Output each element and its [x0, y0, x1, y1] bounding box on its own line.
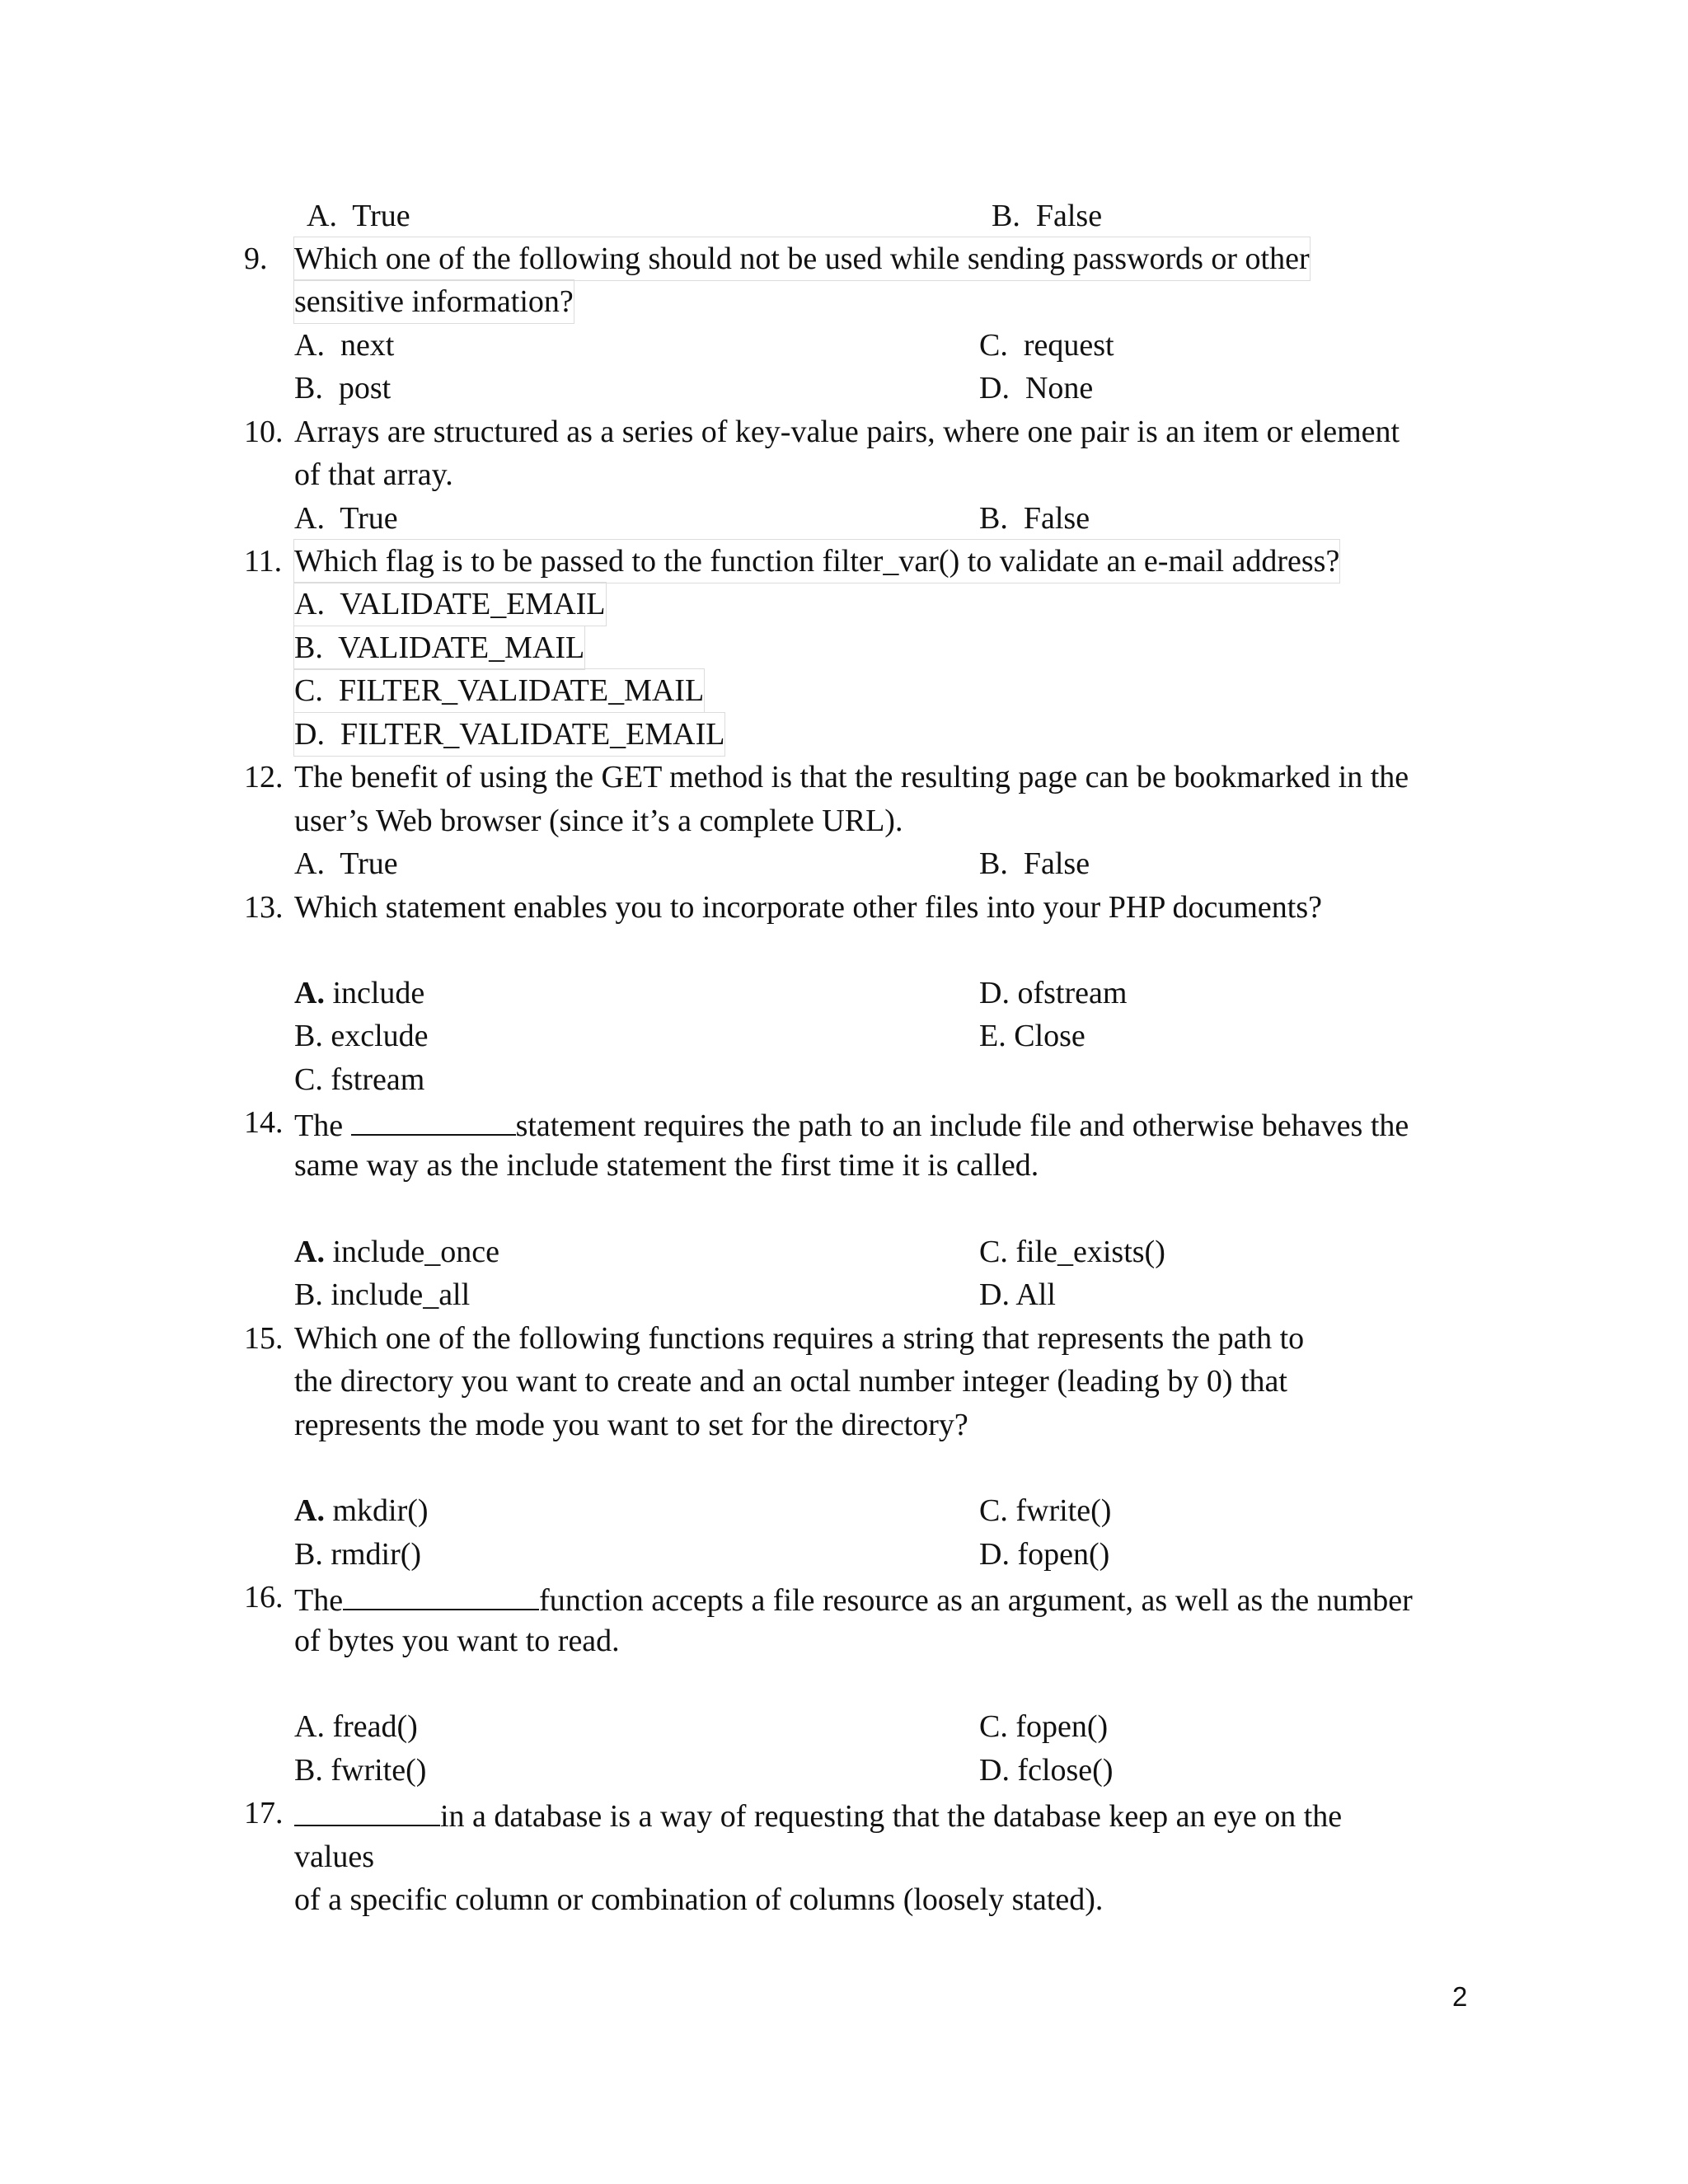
page-number: 2	[1452, 1981, 1468, 2012]
q15-text-line2: the directory you want to create and an octal number integer (leading by 0) that	[294, 1364, 1287, 1399]
q16-option-a: A. fread()	[294, 1709, 418, 1744]
q11-option-a: A. VALIDATE_EMAIL	[294, 583, 606, 626]
q16-number: 16.	[244, 1580, 284, 1615]
q14-option-d: D. All	[979, 1277, 1056, 1312]
q14-option-b: B. include_all	[294, 1277, 471, 1312]
q16-text-line1	[294, 1576, 1413, 1622]
q11-option-d: D. FILTER_VALIDATE_EMAIL	[294, 713, 724, 756]
q14-blank	[351, 1101, 516, 1136]
q15-option-b: B. rmdir()	[294, 1537, 422, 1572]
q17-text-line2: values	[294, 1840, 375, 1874]
q13-option-a-text: include	[324, 976, 425, 1010]
q13-option-b: B. exclude	[294, 1019, 429, 1053]
q10-text-line1: Arrays are structured as a series of key-value pairs, where one pair is an item or element	[294, 415, 1400, 449]
q15-option-a-text: mkdir()	[324, 1493, 429, 1528]
q13-option-a	[294, 972, 424, 1015]
q9-number: 9.	[244, 241, 268, 276]
q15-option-d: D. fopen()	[979, 1537, 1110, 1572]
q12-option-b: B. False	[979, 846, 1090, 881]
q15-number: 15.	[244, 1321, 284, 1356]
q9-option-a: A. next	[294, 328, 395, 363]
q12-text-line1: The benefit of using the GET method is that the resulting page can be bookmarked in the	[294, 760, 1409, 794]
q13-option-a-letter: A.	[294, 976, 325, 1010]
q9-option-d: D. None	[979, 371, 1094, 405]
q17-blank	[294, 1792, 440, 1826]
q17-text-after-blank: in a database is a way of requesting that the database keep an eye on the	[440, 1799, 1343, 1834]
q14-option-a	[294, 1230, 499, 1273]
q12-number: 12.	[244, 760, 284, 794]
q17-text-line1	[294, 1792, 1342, 1838]
q13-option-e: E. Close	[979, 1019, 1085, 1053]
q13-option-c: C. fstream	[294, 1062, 425, 1097]
q8-option-a: A. True	[307, 199, 410, 233]
q11-number: 11.	[244, 544, 283, 579]
q11-option-b: B. VALIDATE_MAIL	[294, 626, 584, 669]
q9-text-line1: Which one of the following should not be used while sending passwords or other	[294, 237, 1310, 280]
q16-option-b: B. fwrite()	[294, 1753, 427, 1788]
q12-text-line2: user’s Web browser (since it’s a complete URL).	[294, 804, 903, 838]
q14-text-after-blank: statement requires the path to an include file and otherwise behaves the	[515, 1108, 1409, 1143]
q15-option-a	[294, 1489, 429, 1532]
q10-option-a: A. True	[294, 501, 398, 536]
q9-text-line2: sensitive information?	[294, 280, 574, 323]
q13-option-d: D. ofstream	[979, 976, 1128, 1010]
q13-text-line1: Which statement enables you to incorporate other files into your PHP documents?	[294, 890, 1323, 925]
q17-text-line3: of a specific column or combination of columns (loosely stated).	[294, 1882, 1104, 1917]
q9-option-c: C. request	[979, 328, 1114, 363]
q14-option-a-letter: A.	[294, 1235, 325, 1269]
q14-text-before-blank: The	[294, 1108, 351, 1143]
q17-number: 17.	[244, 1796, 284, 1830]
q16-blank	[343, 1576, 539, 1610]
q14-text-line1	[294, 1101, 1409, 1147]
q11-text-line1: Which flag is to be passed to the function filter_var() to validate an e-mail address?	[294, 540, 1339, 583]
q16-option-d: D. fclose()	[979, 1753, 1114, 1788]
q10-number: 10.	[244, 415, 284, 449]
q10-text-line2: of that array.	[294, 457, 453, 492]
q10-option-b: B. False	[979, 501, 1090, 536]
q14-option-a-text: include_once	[324, 1235, 500, 1269]
q16-text-line2: of bytes you want to read.	[294, 1624, 620, 1658]
q15-option-a-letter: A.	[294, 1493, 325, 1528]
q16-text-after-blank: function accepts a file resource as an argument, as well as the number	[539, 1583, 1413, 1618]
q13-number: 13.	[244, 890, 284, 925]
q14-text-line2: same way as the include statement the first time it is called.	[294, 1148, 1039, 1183]
q16-option-c: C. fopen()	[979, 1709, 1109, 1744]
q12-option-a: A. True	[294, 846, 398, 881]
q15-text-line1: Which one of the following functions requires a string that represents the path to	[294, 1321, 1305, 1356]
q15-option-c: C. fwrite()	[979, 1493, 1112, 1528]
q9-option-b: B. post	[294, 371, 392, 405]
q11-option-c: C. FILTER_VALIDATE_MAIL	[294, 669, 704, 712]
q14-option-c: C. file_exists()	[979, 1235, 1165, 1269]
q8-option-b: B. False	[992, 199, 1103, 233]
q16-text-before-blank: The	[294, 1583, 344, 1618]
q15-text-line3: represents the mode you want to set for the directory?	[294, 1408, 968, 1442]
q14-number: 14.	[244, 1105, 284, 1140]
